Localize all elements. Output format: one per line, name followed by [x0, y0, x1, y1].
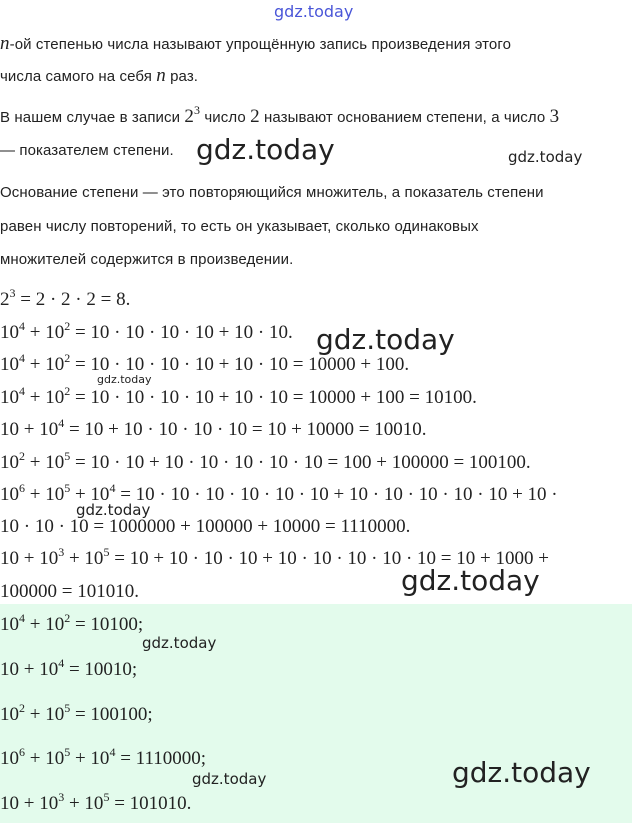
answer-line-5: $10 + 10^3 + 10^5 = 101010$.: [0, 790, 192, 814]
answer-line-1: $10^4 + 10^2 = 10100$;: [0, 611, 144, 635]
explanation-line-2: равен числу повторений, то есть он указывает, сколько одинаковых: [0, 218, 479, 235]
watermark: gdz.today: [196, 133, 335, 166]
solution-line-2: $10^4 + 10^2 = 10 \cdot 10 \cdot 10 \cdot 10 + 10 \cdot 10 = 10000 + 100$.: [0, 351, 410, 375]
intro-line-2: числа самого на себя n раз.: [0, 65, 199, 86]
solution-line-1: $10^4 + 10^2 = 10 \cdot 10 \cdot 10 \cdot 10 + 10 \cdot 10$.: [0, 319, 293, 343]
answer-line-4: $10^6 + 10^5 + 10^4 = 1110000$;: [0, 745, 207, 769]
explanation-line-3: множителей содержится в произведении.: [0, 251, 294, 268]
solution-line-5: $10^2 + 10^5 = 10 \cdot 10 + 10 \cdot 10 \cdot 10 \cdot 10 \cdot 10 = 100 + 100000 = 100100$.: [0, 449, 531, 473]
solution-line-4: $10 + 10^4 = 10 + 10 \cdot 10 \cdot 10 \cdot 10 = 10 + 10000 = 10010$.: [0, 416, 427, 440]
intro-line-1: n-ой степенью числа называют упрощённую запись произведения этого: [0, 33, 512, 54]
answer-line-3: $10^2 + 10^5 = 100100$;: [0, 701, 153, 725]
watermark-top: gdz.today: [274, 2, 354, 21]
watermark: gdz.today: [97, 373, 152, 386]
solution-line-6: $10^6 + 10^5 + 10^4 = 10 \cdot 10 \cdot 10 \cdot 10 \cdot 10 \cdot 10 + 10 \cdot 10 \cdot 10 \cdot 10 \cdot 10 + 10$ ·: [0, 481, 558, 505]
solution-line-example: $2^3 = 2 \cdot 2 \cdot 2 = 8$.: [0, 286, 131, 310]
watermark: gdz.today: [192, 770, 267, 788]
solution-line-7: $10 + 10^3 + 10^5 = 10 + 10 \cdot 10 \cdot 10 + 10 \cdot 10 \cdot 10 \cdot 10 \cdot 10 = 10 + 1000$ +: [0, 545, 549, 569]
example-line-2: — показателем степени.: [0, 142, 174, 159]
watermark: gdz.today: [316, 323, 455, 356]
watermark: gdz.today: [401, 564, 540, 597]
answer-line-2: $10 + 10^4 = 10010$;: [0, 656, 138, 680]
watermark: gdz.today: [452, 756, 591, 789]
var-n: n: [0, 33, 10, 54]
watermark: gdz.today: [508, 148, 583, 166]
power-expression: $2^3$: [184, 103, 201, 127]
answer-box: [0, 604, 632, 823]
example-line-1: В нашем случае в записи $2^3$ число 2 называют основанием степени, а число 3: [0, 103, 560, 127]
solution-line-3: $10^4 + 10^2 = 10 \cdot 10 \cdot 10 \cdot 10 + 10 \cdot 10 = 10000 + 100 = 10100$.: [0, 384, 477, 408]
solution-line-6-cont: 10 · 10 · 10 = 1000000 + 100000 + 10000 = 1110000.: [0, 516, 411, 537]
explanation-line-1: Основание степени — это повторяющийся множитель, а показатель степени: [0, 184, 544, 201]
solution-line-7-cont: 100000 = 101010.: [0, 581, 139, 602]
watermark: gdz.today: [142, 634, 217, 652]
watermark: gdz.today: [76, 501, 151, 519]
